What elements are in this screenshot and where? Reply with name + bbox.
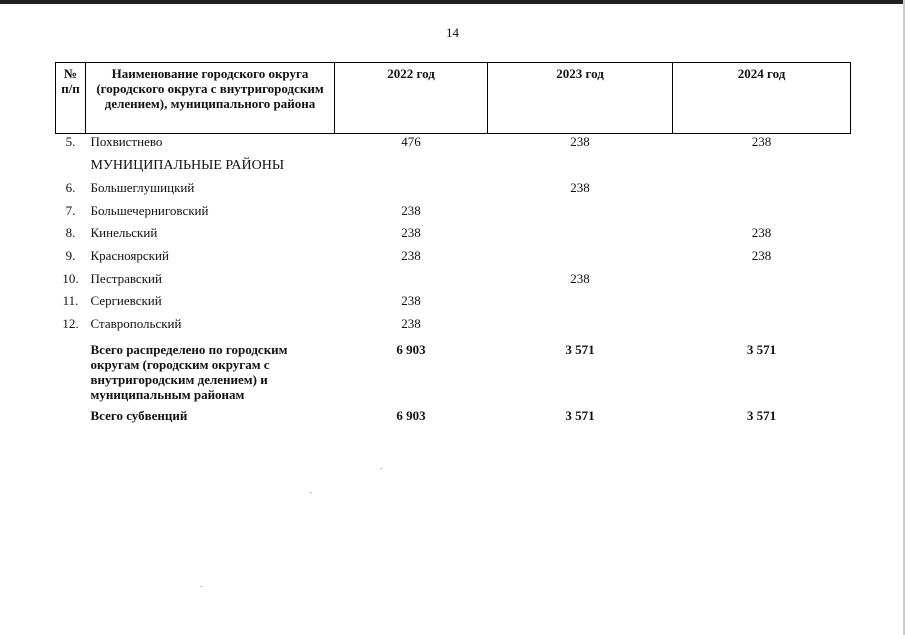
row-2024: 238: [751, 225, 772, 241]
total-distributed-2022: 6 903: [396, 342, 426, 358]
row-2022: 238: [401, 225, 421, 241]
total-subventions-2024: 3 571: [746, 408, 777, 424]
scan-speck: [200, 586, 202, 587]
section-row: [56, 157, 851, 181]
row-num: 12.: [62, 315, 79, 331]
row-name: Красноярский: [90, 247, 169, 263]
total-subventions-2023: 3 571: [565, 408, 595, 424]
table-row: [56, 225, 851, 248]
table-row: [56, 134, 851, 157]
row-name: Ставропольский: [90, 315, 182, 331]
page-number: 14: [446, 25, 459, 40]
total-subventions-label: Всего субвенций: [90, 408, 188, 424]
row-num: 7.: [65, 202, 76, 218]
row-2023: [488, 248, 673, 271]
row-num: 5.: [65, 134, 76, 149]
row-2024: [673, 180, 851, 203]
row-2024: [673, 316, 851, 339]
header-num: № п/п: [56, 63, 86, 134]
row-2023: 238: [570, 180, 590, 196]
header-2024: 2024 год: [673, 63, 851, 134]
header-2022: 2022 год: [335, 63, 488, 134]
total-distributed-label: Всего распределено по городским округам (городским округам с внутригородским делением) и муниципальным районам: [90, 342, 288, 403]
row-2023: [488, 203, 673, 226]
table-row: [56, 316, 851, 339]
top-border-rule: [0, 0, 905, 4]
row-2022: 238: [401, 202, 421, 218]
row-2023: [488, 316, 673, 339]
row-2023: 238: [570, 270, 590, 286]
total-distributed-2023: 3 571: [565, 342, 595, 358]
row-name: Большечерниговский: [90, 202, 209, 218]
total-distributed-row: [56, 338, 851, 406]
total-distributed-2024: 3 571: [746, 342, 777, 358]
row-name: Пестравский: [90, 270, 162, 286]
subvention-table: [55, 62, 851, 428]
table-header-row: [56, 63, 851, 134]
row-2024: [673, 203, 851, 226]
row-num: 8.: [65, 225, 76, 241]
table-row: [56, 293, 851, 316]
section-title: МУНИЦИПАЛЬНЫЕ РАЙОНЫ: [90, 157, 285, 173]
header-name: Наименование городского округа (городского округа с внутригородским делением), муниципального района: [86, 63, 335, 134]
total-subventions-2022: 6 903: [396, 408, 426, 424]
row-2024: [673, 271, 851, 294]
row-name: Сергиевский: [90, 293, 162, 309]
scan-speck: [310, 492, 312, 493]
table-row: [56, 203, 851, 226]
row-2022: 238: [401, 315, 421, 331]
total-subventions-row: [56, 406, 851, 428]
row-2022: [335, 180, 488, 203]
table-row: [56, 180, 851, 203]
row-num: 9.: [65, 247, 76, 263]
row-2023: [488, 225, 673, 248]
row-num: 10.: [62, 270, 79, 286]
row-2023: [488, 293, 673, 316]
row-name: Кинельский: [90, 225, 158, 241]
row-2022: 238: [401, 293, 421, 309]
row-2024: [673, 293, 851, 316]
table-row: [56, 248, 851, 271]
row-2024: 238: [751, 134, 772, 149]
row-2023: 238: [570, 134, 590, 149]
row-2022: [335, 271, 488, 294]
table-row: [56, 271, 851, 294]
row-name: Похвистнево: [90, 134, 163, 149]
row-name: Большеглушицкий: [90, 180, 195, 196]
row-num: 6.: [65, 180, 76, 196]
row-num: 11.: [62, 293, 79, 309]
row-2022: 476: [401, 134, 421, 149]
header-2023: 2023 год: [488, 63, 673, 134]
row-2022: 238: [401, 247, 421, 263]
row-2024: 238: [751, 247, 772, 263]
scan-speck: [380, 468, 382, 469]
